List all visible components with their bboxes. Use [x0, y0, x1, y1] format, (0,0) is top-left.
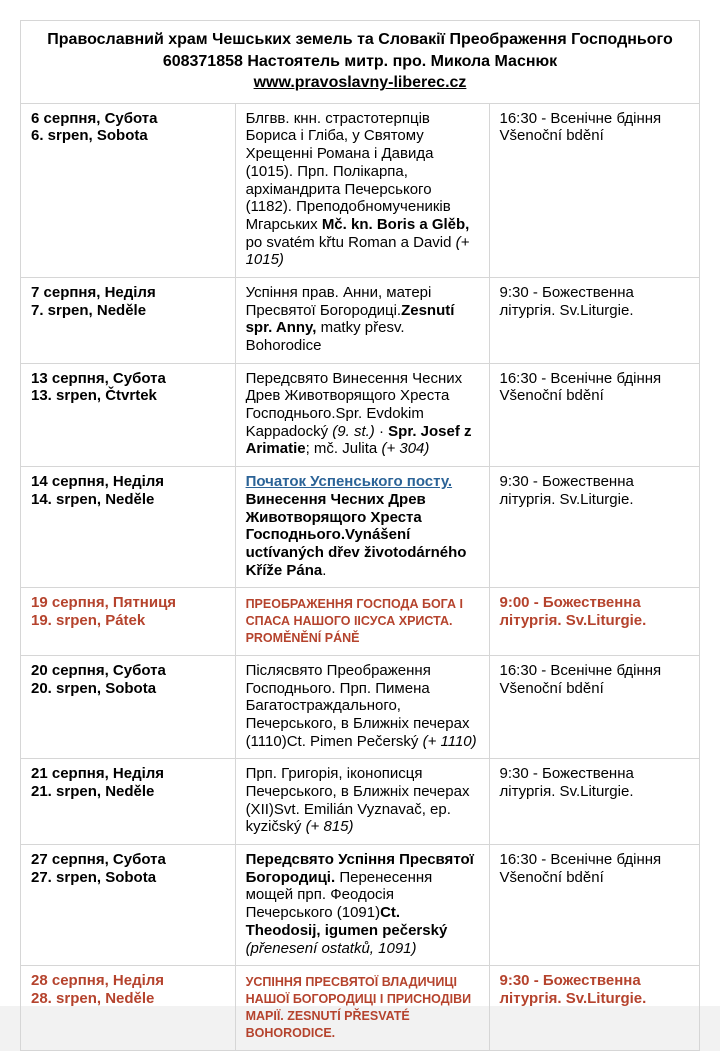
date-cell — [21, 655, 236, 758]
date-ukrainian: 19 серпня, Пятниця — [31, 594, 177, 612]
description-run: ПРЕОБРАЖЕННЯ ГОСПОДА БОГА І СПАСА НАШОГО ІІСУСА ХРИСТА. PROMĚNĚNÍ PÁNĚ — [245, 597, 463, 646]
date-ukrainian: 13 серпня, Субота — [31, 369, 166, 387]
description-cell — [235, 277, 489, 363]
date-ukrainian: 28 серпня, Неділя — [31, 972, 165, 990]
fast-start-link[interactable]: Початок Успенського посту. — [245, 473, 453, 491]
header-row — [21, 21, 700, 104]
description-run: Успіння прав. Анни, матері Пресвятої Богородиці. — [245, 283, 432, 319]
date-ukrainian: 6 серпня, Субота — [31, 109, 158, 127]
schedule-row — [21, 966, 700, 1051]
description-run: . — [322, 561, 327, 579]
description-run: Mč. kn. Boris a Glěb, — [321, 215, 470, 233]
schedule-row — [21, 655, 700, 758]
description-run: Прп. Григорія, іконописця Печерського, в Ближніх печерах (XII)Svt. Emilián Vyznavač, ep. kyzičský — [245, 765, 470, 836]
schedule-row — [21, 588, 700, 656]
description-cell — [235, 655, 489, 758]
description-run: (+ 304) — [381, 440, 430, 458]
date-ukrainian: 14 серпня, Неділя — [31, 473, 165, 491]
date-czech: 20. srpen, Sobota — [31, 679, 157, 697]
description-cell — [235, 966, 489, 1051]
date-cell — [21, 363, 236, 466]
description-run: Ct. Theodosij, igumen pečerský — [245, 904, 448, 939]
date-cell — [21, 588, 236, 656]
date-ukrainian: 27 серпня, Субота — [31, 851, 166, 869]
description-run: (+ 1110) — [422, 732, 477, 750]
description-run: Блгвв. кнн. страстотерпців Бориса і Гліба, у Святому Хрещенні Романа і Давида (1015). Прп. Полікарпа, архімандрита Печерського (1182). Преподобномучеників Мгарських — [245, 109, 451, 233]
description-cell — [235, 845, 489, 966]
time-cell: 9:30 - Божественна літургія. Sv.Liturgie. — [489, 277, 700, 363]
date-ukrainian: 20 серпня, Субота — [31, 661, 166, 679]
date-czech: 21. srpen, Neděle — [31, 783, 155, 801]
time-cell: 9:30 - Божественна літургія. Sv.Liturgie. — [489, 467, 700, 588]
date-czech: 28. srpen, Neděle — [31, 989, 155, 1007]
schedule-row — [21, 467, 700, 588]
date-ukrainian: 7 серпня, Неділя — [31, 283, 156, 301]
description-run: (9. st.) — [332, 422, 375, 440]
description-run: · — [374, 422, 389, 440]
date-cell — [21, 277, 236, 363]
schedule-table — [20, 20, 700, 1051]
description-run: (+ 815) — [305, 818, 354, 836]
description-run: (+ 1015) — [245, 233, 470, 269]
description-run: Післясвято Преображення Господнього. Прп. Пимена Багатостраждального, Печерського, в Ближніх печерах (1110)Ct. Pimen Pečerský — [245, 661, 470, 750]
time-cell: 16:30 - Всенічне бдіння Všenoční bdění — [489, 655, 700, 758]
time-cell: 16:30 - Всенічне бдіння Všenoční bdění — [489, 845, 700, 966]
date-czech: 19. srpen, Pátek — [31, 611, 146, 629]
time-cell: 9:00 - Божественна літургія. Sv.Liturgie. — [489, 588, 700, 656]
time-cell: 9:30 - Божественна літургія. Sv.Liturgie. — [489, 966, 700, 1051]
description-run: (přenesení ostatků, 1091) — [245, 939, 417, 957]
schedule-row — [21, 759, 700, 845]
description-cell — [235, 363, 489, 466]
date-czech: 6. srpen, Sobota — [31, 127, 148, 145]
time-cell: 9:30 - Божественна літургія. Sv.Liturgie. — [489, 759, 700, 845]
description-run: ; mč. Julita — [305, 440, 382, 458]
date-czech: 27. srpen, Sobota — [31, 868, 157, 886]
date-cell — [21, 845, 236, 966]
schedule-body — [21, 21, 700, 1051]
date-cell — [21, 759, 236, 845]
description-run: Перенесення мощей прп. Феодосія Печерського (1091) — [245, 868, 433, 922]
description-cell — [235, 103, 489, 277]
description-run: Винесення Чесних Древ Животворящого Хреста Господнього.Vynášení uctívaných dřev životodárného Kříže Pána — [245, 490, 467, 579]
schedule-row — [21, 363, 700, 466]
schedule-row — [21, 845, 700, 966]
description-cell — [235, 759, 489, 845]
time-cell: 16:30 - Всенічне бдіння Všenoční bdění — [489, 103, 700, 277]
description-cell — [235, 467, 489, 588]
description-run: po svatém křtu Roman a David — [245, 233, 456, 251]
date-czech: 13. srpen, Čtvrtek — [31, 387, 157, 405]
time-cell: 16:30 - Всенічне бдіння Všenoční bdění — [489, 363, 700, 466]
schedule-row — [21, 103, 700, 277]
date-czech: 14. srpen, Neděle — [31, 490, 155, 508]
table-header — [21, 21, 700, 104]
description-run: Spr. Josef z Arimatie — [245, 422, 472, 458]
description-run: УСПІННЯ ПРЕСВЯТОЇ ВЛАДИЧИЦІ НАШОЇ БОГОРОДИЦІ І ПРИСНОДІВИ МАРІЇ. ZESNUTÍ PŘESVATÉ BOHORODICE. — [245, 975, 472, 1040]
description-cell — [235, 588, 489, 656]
description-run: Передсвято Винесення Чесних Древ Животворящого Хреста Господнього.Spr. Evdokim Kappadocký — [245, 369, 463, 440]
date-cell — [21, 467, 236, 588]
description-run: matky přesv. Bohorodice — [245, 319, 405, 355]
schedule-row — [21, 277, 700, 363]
date-czech: 7. srpen, Neděle — [31, 301, 147, 319]
description-run: Zesnutí spr. Anny, — [245, 301, 455, 337]
website-link[interactable]: www.pravoslavny-liberec.cz — [253, 74, 467, 92]
church-title: Православний храм Чешських земель та Словакії Преображення Господнього — [47, 31, 673, 48]
date-cell — [21, 966, 236, 1051]
phone-and-rector: 608371858 Настоятель митр. про. Микола Маснюк — [162, 52, 558, 70]
description-run: Передсвято Успіння Пресвятої Богородиці. — [245, 851, 474, 886]
date-ukrainian: 21 серпня, Неділя — [31, 765, 165, 783]
date-cell — [21, 103, 236, 277]
